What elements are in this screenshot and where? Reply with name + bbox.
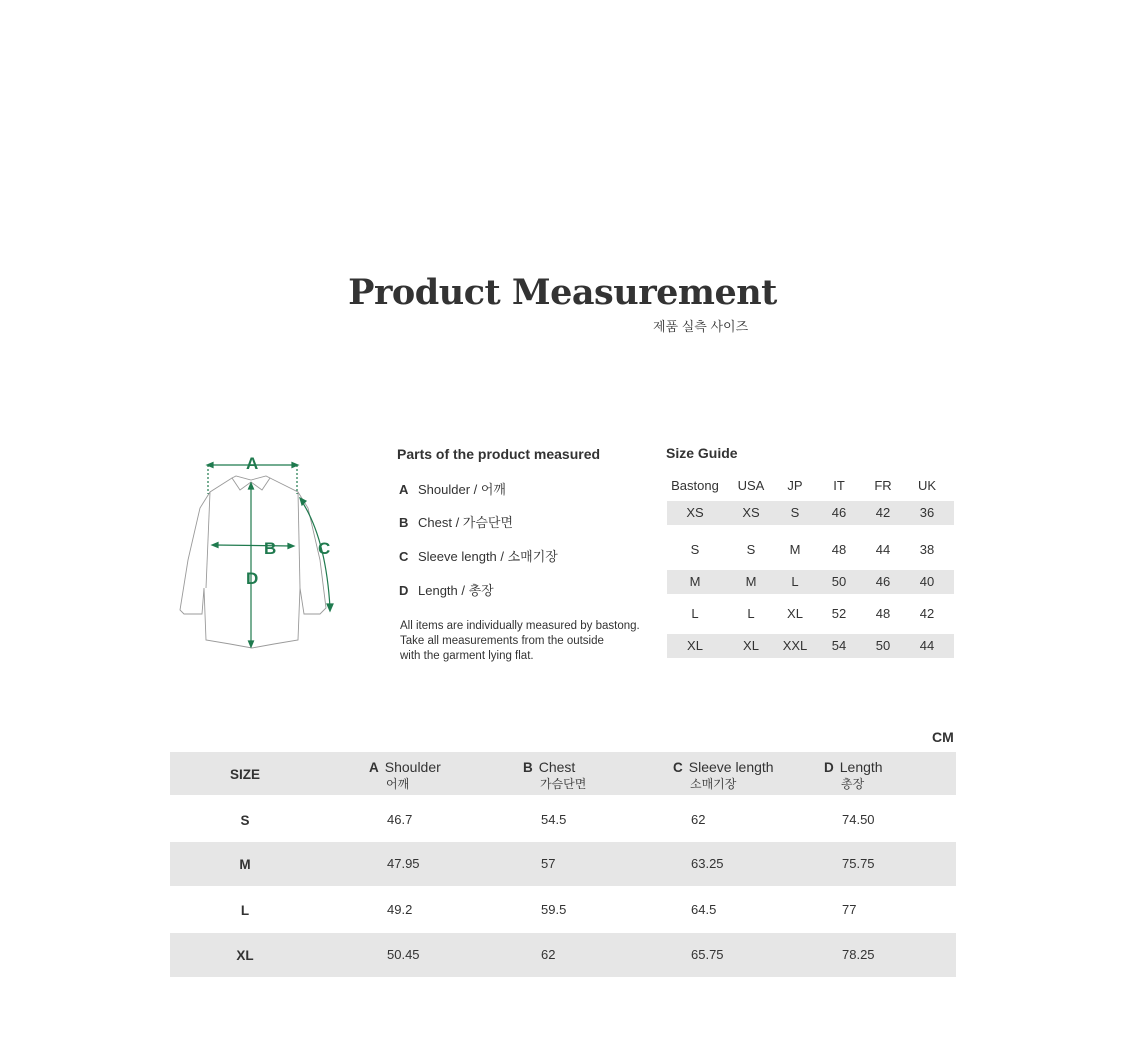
size-guide-cell: XL (687, 638, 703, 653)
size-guide-cell: 54 (831, 638, 847, 653)
measurement-value: 62 (691, 812, 706, 827)
measurement-value: 78.25 (842, 947, 875, 962)
size-guide-cell: 48 (831, 542, 847, 557)
part-item (399, 479, 506, 498)
measurement-note: All items are individually measured by bastong. Take all measurements from the outside with the garment lying flat. (400, 620, 640, 662)
measurement-column-header (523, 759, 586, 792)
size-guide-row (667, 634, 954, 658)
measurement-value: 63.25 (691, 856, 724, 871)
size-guide-column-header: Bastong (671, 478, 719, 493)
part-label: Chest / 가슴단면 (418, 515, 514, 530)
measurement-value: 77 (842, 902, 857, 917)
part-item (399, 580, 494, 599)
row-size: XL (236, 948, 254, 963)
size-guide-cell: S (690, 542, 700, 557)
size-guide-cell: M (689, 574, 701, 589)
size-guide-cell: 44 (875, 542, 891, 557)
measurement-value: 49.2 (387, 902, 413, 917)
label-d: D (246, 569, 259, 588)
measurement-value: 47.95 (387, 856, 420, 871)
measurement-value: 59.5 (541, 902, 567, 917)
label-a: A (246, 454, 259, 473)
size-guide-cell: L (791, 574, 799, 589)
size-guide-row (667, 570, 954, 594)
page-subtitle: 제품 실측 사이즈 (653, 319, 749, 334)
size-guide-cell: XS (742, 505, 760, 520)
size-guide-cell: M (789, 542, 801, 557)
measurement-value: 50.45 (387, 947, 420, 962)
part-letter: B (399, 515, 409, 530)
size-guide-cell: 36 (919, 505, 935, 520)
measurement-value: 54.5 (541, 812, 567, 827)
part-letter: D (399, 583, 409, 598)
row-size: S (240, 813, 250, 828)
column-name: Sleeve length (688, 759, 774, 775)
measurement-row (170, 933, 956, 977)
size-guide-column-header: JP (787, 478, 803, 493)
parts-title: Parts of the product measured (397, 446, 601, 462)
garment-diagram (170, 448, 340, 658)
size-guide-cell: S (790, 505, 800, 520)
measurement-row (170, 798, 956, 842)
size-guide-cell: 46 (875, 574, 891, 589)
unit-label: CM (932, 729, 954, 745)
measurement-column-header (673, 759, 774, 792)
column-korean-name: 소매기장 (690, 777, 737, 791)
part-item (399, 546, 558, 565)
column-name: Length (839, 759, 883, 775)
size-guide-title: Size Guide (666, 445, 738, 461)
size-guide-cell: XXL (782, 638, 808, 653)
size-guide-row (667, 501, 954, 525)
size-guide-cell: L (747, 606, 755, 621)
size-guide-cell: 46 (831, 505, 847, 520)
size-guide-cell: 50 (831, 574, 847, 589)
measurement-value: 46.7 (387, 812, 413, 827)
part-label: Sleeve length / 소매기장 (418, 549, 558, 564)
size-guide-cell: 42 (919, 606, 935, 621)
measurement-value: 75.75 (842, 856, 875, 871)
measurement-column-header (369, 759, 441, 792)
size-guide-column-header: FR (874, 478, 892, 493)
column-letter: B (523, 760, 533, 775)
label-b: B (264, 539, 277, 558)
page-title: Product Measurement (348, 272, 777, 313)
size-guide-cell: L (691, 606, 699, 621)
row-size: L (240, 903, 250, 918)
column-letter: C (673, 760, 683, 775)
size-guide-column-header: UK (917, 478, 937, 493)
column-name: Chest (538, 759, 576, 775)
column-letter: A (369, 760, 379, 775)
part-letter: A (399, 482, 409, 497)
column-letter: D (824, 760, 834, 775)
column-korean-name: 총장 (841, 777, 865, 791)
size-guide-column-header: USA (737, 478, 765, 493)
part-item (399, 512, 513, 531)
column-korean-name: 가슴단면 (540, 777, 587, 791)
size-guide-cell: 50 (875, 638, 891, 653)
measurement-row (170, 842, 956, 886)
measurement-header-row (170, 752, 956, 795)
size-guide-cell: 48 (875, 606, 891, 621)
column-name: Shoulder (384, 759, 441, 775)
size-guide-cell: XL (787, 606, 803, 621)
size-guide-row (667, 602, 954, 626)
measurement-column-header (824, 759, 883, 792)
size-guide-row (667, 538, 954, 562)
size-guide-header (667, 474, 954, 498)
measurement-row (170, 888, 956, 932)
size-guide-column-header: IT (833, 478, 845, 493)
measurement-value: 64.5 (691, 902, 717, 917)
size-guide-cell: 40 (919, 574, 935, 589)
part-letter: C (399, 549, 409, 564)
size-guide-cell: M (745, 574, 757, 589)
size-guide-cell: XL (743, 638, 759, 653)
size-guide-cell: XS (686, 505, 704, 520)
size-guide-cell: 42 (875, 505, 891, 520)
part-label: Length / 총장 (418, 583, 494, 598)
shirt-outline-icon (170, 448, 340, 658)
size-guide-cell: 52 (831, 606, 847, 621)
size-guide-cell: S (746, 542, 756, 557)
size-guide-cell: 44 (919, 638, 935, 653)
size-guide-cell: 38 (919, 542, 935, 557)
measurement-value: 65.75 (691, 947, 724, 962)
part-label: Shoulder / 어깨 (418, 482, 506, 497)
column-korean-name: 어깨 (386, 777, 410, 791)
measurement-value: 62 (541, 947, 556, 962)
label-c: C (318, 539, 331, 558)
measurement-value: 74.50 (842, 812, 875, 827)
size-column-header: SIZE (230, 767, 261, 782)
measurement-value: 57 (541, 856, 556, 871)
row-size: M (239, 857, 251, 872)
